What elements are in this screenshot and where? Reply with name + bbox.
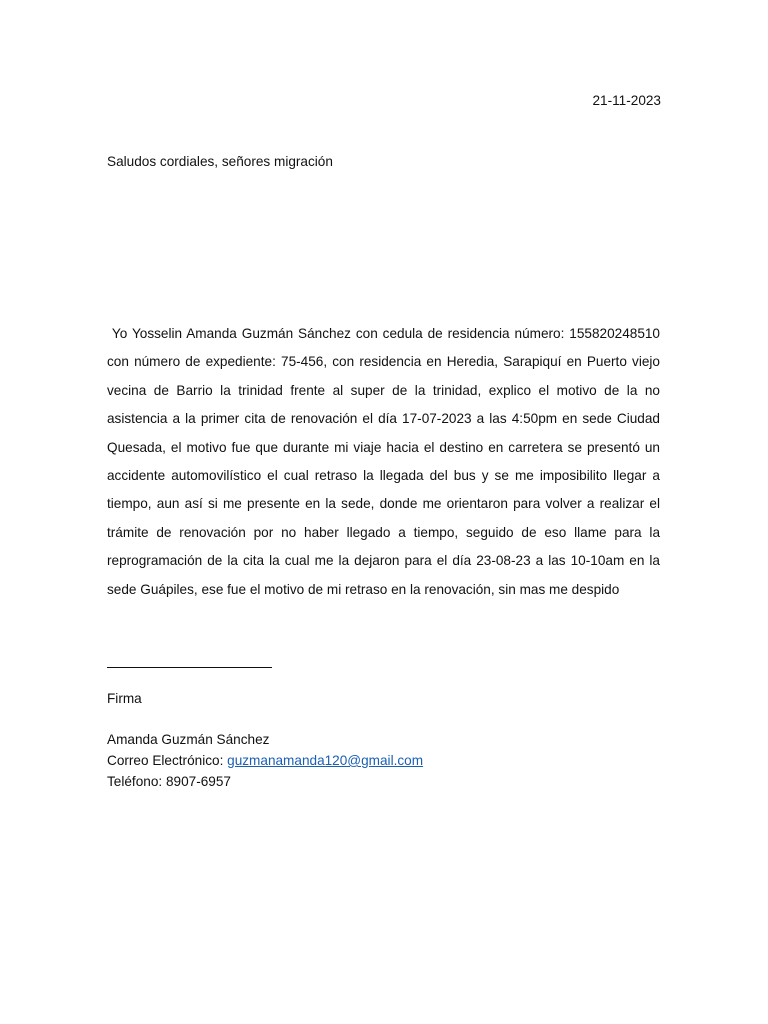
sender-name: Amanda Guzmán Sánchez: [107, 732, 270, 747]
email-label: Correo Electrónico:: [107, 753, 228, 768]
phone-row: [107, 771, 423, 792]
greeting: Saludos cordiales, señores migración: [107, 154, 333, 169]
contact-block: [107, 729, 423, 792]
document-date: 21-11-2023: [592, 93, 661, 108]
email-link[interactable]: guzmanamanda120@gmail.com: [227, 753, 424, 768]
phone-label: Teléfono:: [107, 774, 166, 789]
signature-label: Firma: [107, 691, 142, 706]
phone-number: 8907-6957: [165, 774, 231, 789]
letter-body: Yo Yosselin Amanda Guzmán Sánchez con cedula de residencia número: 155820248510 con número de expediente: 75-456, con residencia en Heredia, Sarapiquí en Puerto viejo vecina de Barrio la trinidad frente al super de la trinidad, explico el motivo de la no asistencia a la primer cita de renovación el día 17-07-2023 a las 4:50pm en sede Ciudad Quesada, el motivo fue que durante mi viaje hacia el destino en carretera se presentó un accidente automovilístico el cual retraso la llegada del bus y se me imposibilito llegar a tiempo, aun así si me presente en la sede, donde me orientaron para volver a realizar el trámite de renovación por no haber llegado a tiempo, seguido de eso llame para la reprogramación de la cita la cual me la dejaron para el día 23-08-23 a las 10-10am en la sede Guápiles, ese fue el motivo de mi retraso en la renovación, sin mas me despido: [107, 326, 664, 597]
signature-line: [107, 651, 272, 668]
email-row: [107, 750, 423, 771]
